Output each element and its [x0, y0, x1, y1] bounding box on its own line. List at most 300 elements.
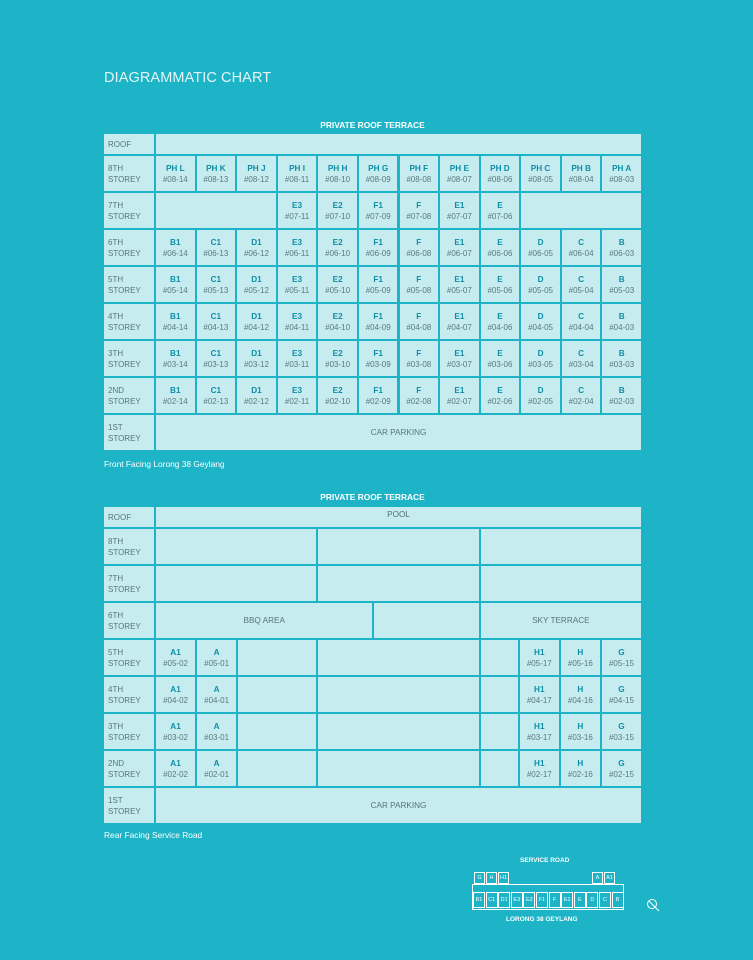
- unit-type: E: [497, 385, 503, 395]
- unit-cell[interactable]: [602, 230, 641, 265]
- floor-label-text: [108, 163, 141, 185]
- unit-type: B: [618, 274, 625, 284]
- empty-block: [318, 714, 478, 749]
- car-parking: [156, 415, 641, 450]
- unit-number: #04-16: [567, 695, 593, 705]
- unit-cell[interactable]: [156, 640, 195, 675]
- unit-number: #05-01: [204, 658, 230, 668]
- unit-cell[interactable]: [440, 378, 479, 413]
- unit-type: G: [618, 721, 625, 731]
- unit-number: #02-13: [203, 396, 229, 406]
- floor-label-line: STOREY: [108, 174, 141, 184]
- unit-cell[interactable]: [359, 378, 398, 413]
- unit-cell[interactable]: [521, 230, 560, 265]
- unit-cell[interactable]: [440, 267, 479, 302]
- unit-type: F1: [373, 385, 383, 395]
- floor-label-text: [108, 422, 141, 444]
- floor-label-line: STOREY: [108, 695, 141, 705]
- unit-number: #08-12: [243, 174, 269, 184]
- floor-label: [104, 751, 154, 786]
- unit-number: #04-01: [204, 695, 230, 705]
- empty-block: [318, 529, 478, 564]
- unit-number: #05-10: [325, 285, 351, 295]
- unit-number: #03-16: [567, 732, 593, 742]
- unit-number: #06-11: [284, 248, 310, 258]
- floor-label-line: STOREY: [108, 658, 141, 668]
- unit-type: D1: [251, 237, 262, 247]
- unit-number: #08-03: [609, 174, 635, 184]
- unit-number: #05-11: [284, 285, 310, 295]
- unit-number: #06-13: [203, 248, 229, 258]
- floor-label-text: [108, 348, 141, 370]
- unit-cell[interactable]: [520, 751, 559, 786]
- unit-cell[interactable]: [318, 304, 357, 339]
- unit-cell[interactable]: [562, 230, 601, 265]
- unit-cell[interactable]: [237, 230, 276, 265]
- north-arrow-icon: [646, 898, 660, 912]
- unit-number: #06-08: [406, 248, 432, 258]
- unit-number: #05-05: [528, 285, 553, 295]
- unit-cell[interactable]: [197, 156, 236, 191]
- unit-type: D1: [251, 385, 262, 395]
- unit-cell[interactable]: [481, 156, 520, 191]
- unit-type: PH F: [409, 163, 429, 173]
- unit-number: #02-08: [406, 396, 432, 406]
- unit-number: #04-13: [203, 322, 229, 332]
- unit-type: B1: [170, 385, 181, 395]
- floor-label-line: STOREY: [108, 285, 141, 295]
- unit-type: PH A: [612, 163, 632, 173]
- unit-cell[interactable]: [197, 267, 236, 302]
- unit-cell[interactable]: [156, 751, 195, 786]
- unit-type: F: [416, 274, 422, 284]
- unit-cell[interactable]: [440, 341, 479, 376]
- unit-cell[interactable]: [318, 341, 357, 376]
- front-caption: PRIVATE ROOF TERRACE: [320, 120, 425, 130]
- pool: [156, 507, 641, 527]
- unit-type: PH G: [368, 163, 389, 173]
- unit-cell[interactable]: [197, 677, 236, 712]
- unit-type: C1: [210, 237, 222, 247]
- unit-number: #04-10: [325, 322, 351, 332]
- unit-type: E: [497, 200, 503, 210]
- unit-cell[interactable]: [481, 378, 520, 413]
- unit-cell[interactable]: [400, 267, 439, 302]
- unit-number: #03-05: [528, 359, 553, 369]
- empty-block: [481, 751, 518, 786]
- floor-label: [104, 267, 154, 302]
- unit-cell[interactable]: [561, 677, 600, 712]
- empty-block: [374, 603, 478, 638]
- unit-number: #06-07: [446, 248, 472, 258]
- unit-type: B: [618, 237, 625, 247]
- unit-type: A: [213, 684, 220, 694]
- floor-label-line: STOREY: [108, 806, 141, 816]
- unit-type: A1: [170, 684, 181, 694]
- unit-number: #06-09: [365, 248, 391, 258]
- unit-cell[interactable]: [562, 341, 601, 376]
- floor-label-line: 3TH: [108, 721, 124, 731]
- unit-type: A1: [170, 647, 181, 657]
- car-parking-label: CAR PARKING: [370, 428, 427, 437]
- floor-label-line: 5TH: [108, 647, 124, 657]
- empty-block: [521, 193, 641, 228]
- unit-type: A: [213, 758, 220, 768]
- unit-number: #03-12: [243, 359, 269, 369]
- unit-cell[interactable]: [562, 156, 601, 191]
- unit-type: D1: [251, 311, 262, 321]
- unit-cell[interactable]: [562, 304, 601, 339]
- unit-number: #07-07: [446, 211, 472, 221]
- floor-label-text: [108, 721, 141, 743]
- floor-label-line: 5TH: [108, 274, 124, 284]
- unit-type: H1: [534, 758, 545, 768]
- unit-cell[interactable]: [481, 267, 520, 302]
- key-plan-block: D: [586, 892, 598, 908]
- unit-cell[interactable]: [521, 341, 560, 376]
- unit-number: #08-09: [365, 174, 391, 184]
- unit-number: #07-11: [284, 211, 310, 221]
- unit-type: D: [537, 348, 544, 358]
- unit-type: D: [537, 237, 544, 247]
- unit-cell[interactable]: [237, 304, 276, 339]
- empty-block: [318, 640, 478, 675]
- unit-cell[interactable]: [602, 341, 641, 376]
- unit-cell[interactable]: [561, 640, 600, 675]
- unit-cell[interactable]: [278, 267, 317, 302]
- unit-type: D1: [251, 348, 262, 358]
- unit-number: #03-08: [406, 359, 432, 369]
- unit-cell[interactable]: [602, 714, 641, 749]
- key-plan-block: G: [474, 872, 485, 884]
- unit-cell[interactable]: [318, 156, 357, 191]
- unit-number: #03-11: [284, 359, 310, 369]
- unit-cell[interactable]: [400, 378, 439, 413]
- unit-number: #06-10: [325, 248, 351, 258]
- floor-label: [104, 714, 154, 749]
- unit-number: #02-04: [568, 396, 594, 406]
- unit-cell[interactable]: [481, 193, 520, 228]
- unit-cell[interactable]: [156, 156, 195, 191]
- unit-cell[interactable]: [156, 230, 195, 265]
- floor-label-line: 1ST: [108, 422, 123, 432]
- unit-number: #08-04: [568, 174, 594, 184]
- roof-label: [104, 507, 154, 527]
- floor-label: [104, 156, 154, 191]
- floor-label-text: [108, 274, 141, 296]
- unit-cell[interactable]: [400, 193, 439, 228]
- unit-cell[interactable]: [156, 714, 195, 749]
- unit-cell[interactable]: [440, 304, 479, 339]
- unit-cell[interactable]: [562, 378, 601, 413]
- unit-cell[interactable]: [602, 378, 641, 413]
- unit-cell[interactable]: [520, 677, 559, 712]
- unit-type: E1: [454, 237, 465, 247]
- floor-label-line: ROOF: [108, 512, 132, 522]
- unit-type: PH E: [449, 163, 469, 173]
- unit-number: #04-09: [365, 322, 391, 332]
- unit-type: F: [416, 311, 422, 321]
- key-plan-block: E1: [561, 892, 573, 908]
- unit-number: #02-01: [204, 769, 230, 779]
- unit-type: PH C: [530, 163, 551, 173]
- floor-label-line: STOREY: [108, 359, 141, 369]
- unit-type: G: [618, 684, 625, 694]
- unit-type: PH H: [327, 163, 348, 173]
- empty-block: [481, 640, 518, 675]
- floor-label-text: [108, 684, 141, 706]
- unit-cell[interactable]: [520, 714, 559, 749]
- unit-cell[interactable]: [318, 230, 357, 265]
- empty-block: [318, 677, 478, 712]
- floor-label-text: [108, 573, 141, 595]
- floor-label-text: [108, 647, 141, 669]
- unit-cell[interactable]: [440, 193, 479, 228]
- empty-block: [481, 714, 518, 749]
- unit-cell[interactable]: [602, 156, 641, 191]
- unit-cell[interactable]: [521, 304, 560, 339]
- floor-label-line: STOREY: [108, 584, 141, 594]
- unit-type: E: [497, 348, 503, 358]
- unit-number: #03-04: [568, 359, 594, 369]
- key-plan-block: F1: [536, 892, 548, 908]
- unit-cell[interactable]: [359, 193, 398, 228]
- unit-cell[interactable]: [278, 378, 317, 413]
- unit-number: #04-17: [526, 695, 552, 705]
- unit-number: #05-02: [163, 658, 188, 668]
- unit-number: #02-03: [609, 396, 635, 406]
- unit-cell[interactable]: [237, 378, 276, 413]
- key-plan-block: F: [549, 892, 561, 908]
- unit-number: #08-10: [325, 174, 351, 184]
- car-parking-label: CAR PARKING: [370, 801, 427, 810]
- key-plan-block: B: [612, 892, 624, 908]
- floor-label-line: 8TH: [108, 536, 124, 546]
- unit-cell[interactable]: [400, 304, 439, 339]
- floor-label-text: [108, 385, 141, 407]
- unit-number: #06-03: [609, 248, 635, 258]
- floor-label: [104, 529, 154, 564]
- unit-cell[interactable]: [197, 378, 236, 413]
- unit-number: #04-14: [162, 322, 188, 332]
- floor-label-line: STOREY: [108, 211, 141, 221]
- unit-number: #03-17: [526, 732, 552, 742]
- key-plan-block: D1: [498, 892, 510, 908]
- unit-number: #06-05: [528, 248, 553, 258]
- unit-cell[interactable]: [359, 230, 398, 265]
- unit-number: #08-11: [284, 174, 310, 184]
- floor-label: [104, 566, 154, 601]
- key-plan-block: A: [592, 872, 603, 884]
- key-plan-block: H: [486, 872, 497, 884]
- unit-type: B: [618, 385, 625, 395]
- floor-label-line: STOREY: [108, 732, 141, 742]
- unit-cell[interactable]: [602, 267, 641, 302]
- unit-number: #04-07: [446, 322, 472, 332]
- unit-type: F1: [373, 348, 383, 358]
- unit-cell[interactable]: [156, 378, 195, 413]
- unit-cell[interactable]: [156, 267, 195, 302]
- unit-type: H1: [534, 684, 545, 694]
- unit-cell[interactable]: [561, 714, 600, 749]
- unit-cell[interactable]: [359, 341, 398, 376]
- unit-cell[interactable]: [318, 267, 357, 302]
- unit-cell[interactable]: [359, 267, 398, 302]
- roof-label-text: [108, 139, 131, 150]
- empty-block: [481, 566, 641, 601]
- floor-label: [104, 230, 154, 265]
- unit-cell[interactable]: [197, 714, 236, 749]
- unit-cell[interactable]: [521, 378, 560, 413]
- floor-label: [104, 603, 154, 638]
- unit-number: #08-06: [487, 174, 513, 184]
- floor-label: [104, 378, 154, 413]
- floor-label-line: STOREY: [108, 621, 141, 631]
- unit-cell[interactable]: [197, 751, 236, 786]
- unit-cell[interactable]: [562, 267, 601, 302]
- unit-type: PH B: [571, 163, 591, 173]
- unit-cell[interactable]: [400, 341, 439, 376]
- unit-cell[interactable]: [561, 751, 600, 786]
- unit-type: E3: [292, 385, 303, 395]
- floor-label: [104, 415, 154, 450]
- unit-cell[interactable]: [318, 193, 357, 228]
- empty-block: [238, 640, 316, 675]
- unit-cell[interactable]: [278, 193, 317, 228]
- unit-number: #04-15: [608, 695, 634, 705]
- unit-cell[interactable]: [521, 267, 560, 302]
- unit-cell[interactable]: [400, 156, 439, 191]
- unit-cell[interactable]: [481, 304, 520, 339]
- unit-type: B1: [170, 237, 181, 247]
- unit-number: #03-07: [446, 359, 472, 369]
- unit-number: #05-12: [243, 285, 269, 295]
- unit-number: #03-02: [163, 732, 188, 742]
- unit-cell[interactable]: [440, 230, 479, 265]
- page-title: DIAGRAMMATIC CHART: [104, 70, 272, 86]
- unit-cell[interactable]: [278, 230, 317, 265]
- unit-cell[interactable]: [278, 156, 317, 191]
- key-plan-block: E2: [523, 892, 535, 908]
- unit-number: #04-08: [406, 322, 432, 332]
- unit-type: PH L: [165, 163, 185, 173]
- unit-cell[interactable]: [237, 267, 276, 302]
- empty-block: [318, 566, 478, 601]
- unit-cell[interactable]: [278, 304, 317, 339]
- unit-type: E2: [332, 385, 343, 395]
- unit-cell[interactable]: [359, 304, 398, 339]
- unit-type: B1: [170, 348, 181, 358]
- unit-type: C: [578, 385, 585, 395]
- unit-type: H: [577, 647, 584, 657]
- bbq-area-label: BBQ AREA: [243, 616, 285, 625]
- unit-type: F1: [373, 200, 383, 210]
- unit-cell[interactable]: [156, 304, 195, 339]
- unit-type: C: [578, 237, 585, 247]
- unit-type: E3: [292, 237, 303, 247]
- unit-number: #02-10: [325, 396, 351, 406]
- unit-number: #02-16: [567, 769, 593, 779]
- unit-type: F1: [373, 311, 383, 321]
- unit-cell[interactable]: [520, 640, 559, 675]
- unit-cell[interactable]: [156, 677, 195, 712]
- unit-type: F: [416, 348, 422, 358]
- unit-number: #08-08: [406, 174, 432, 184]
- unit-cell[interactable]: [481, 341, 520, 376]
- unit-type: PH J: [247, 163, 266, 173]
- floor-label-line: STOREY: [108, 547, 141, 557]
- key-plan-block: C: [599, 892, 611, 908]
- unit-cell[interactable]: [602, 677, 641, 712]
- unit-cell[interactable]: [278, 341, 317, 376]
- unit-cell[interactable]: [197, 230, 236, 265]
- unit-cell[interactable]: [237, 156, 276, 191]
- unit-cell[interactable]: [197, 341, 236, 376]
- unit-cell[interactable]: [318, 378, 357, 413]
- unit-cell[interactable]: [197, 304, 236, 339]
- unit-number: #06-06: [487, 248, 513, 258]
- unit-cell[interactable]: [440, 156, 479, 191]
- floor-label-line: STOREY: [108, 248, 141, 258]
- unit-number: #02-06: [487, 396, 513, 406]
- unit-type: E2: [332, 200, 343, 210]
- floor-label-line: STOREY: [108, 322, 141, 332]
- unit-type: C1: [210, 348, 222, 358]
- unit-cell[interactable]: [359, 156, 398, 191]
- key-plan-bottom-label: LORONG 38 GEYLANG: [506, 916, 578, 923]
- floor-label-line: 2ND: [108, 385, 125, 395]
- key-plan-block: A1: [604, 872, 615, 884]
- unit-number: #07-08: [406, 211, 432, 221]
- unit-cell[interactable]: [481, 230, 520, 265]
- unit-cell[interactable]: [602, 751, 641, 786]
- floor-label-line: 1ST: [108, 795, 123, 805]
- unit-number: #04-11: [284, 322, 310, 332]
- unit-number: #03-03: [609, 359, 635, 369]
- car-parking: [156, 788, 641, 823]
- floor-label-line: STOREY: [108, 769, 141, 779]
- unit-type: H: [577, 684, 584, 694]
- unit-cell[interactable]: [602, 304, 641, 339]
- floor-label: [104, 193, 154, 228]
- empty-block: [238, 751, 316, 786]
- unit-number: #02-11: [284, 396, 310, 406]
- floor-label: [104, 788, 154, 823]
- unit-cell[interactable]: [197, 640, 236, 675]
- unit-number: #05-15: [608, 658, 634, 668]
- unit-number: #05-07: [446, 285, 472, 295]
- unit-type: E1: [454, 200, 465, 210]
- floor-label-text: [108, 795, 141, 817]
- unit-cell[interactable]: [400, 230, 439, 265]
- unit-cell[interactable]: [602, 640, 641, 675]
- floor-label-line: 8TH: [108, 163, 124, 173]
- empty-block: [156, 529, 316, 564]
- unit-cell[interactable]: [237, 341, 276, 376]
- unit-number: #05-14: [162, 285, 188, 295]
- unit-cell[interactable]: [521, 156, 560, 191]
- floor-label-line: STOREY: [108, 396, 141, 406]
- unit-type: E2: [332, 274, 343, 284]
- unit-type: E2: [332, 237, 343, 247]
- unit-cell[interactable]: [156, 341, 195, 376]
- unit-number: #02-17: [526, 769, 552, 779]
- floor-label-line: 3TH: [108, 348, 124, 358]
- unit-type: E3: [292, 274, 303, 284]
- unit-type: A1: [170, 758, 181, 768]
- floor-label-line: 2ND: [108, 758, 125, 768]
- floor-label: [104, 341, 154, 376]
